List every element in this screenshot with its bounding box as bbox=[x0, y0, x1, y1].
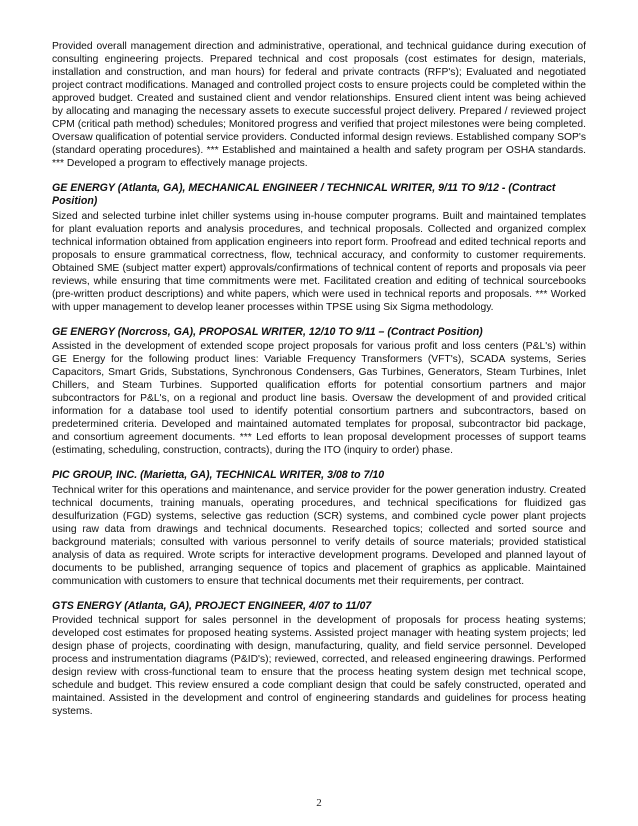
resume-page bbox=[52, 40, 586, 718]
position-heading: GE ENERGY (Atlanta, GA), MECHANICAL ENGINEER / TECHNICAL WRITER, 9/11 TO 9/12 - (Contract Position) bbox=[52, 182, 556, 208]
position-heading: GTS ENERGY (Atlanta, GA), PROJECT ENGINEER, 4/07 to 11/07 bbox=[52, 599, 372, 612]
position-heading: GE ENERGY (Norcross, GA), PROPOSAL WRITER, 12/10 TO 9/11 – (Contract Position) bbox=[52, 325, 483, 338]
position-description: Provided technical support for sales personnel in the development of proposals for process heating systems; developed cost estimates for proposed heating systems. Assisted project manager with heating system projects; led design phase of projects, coordinating with design, manufacturing, quality, and field service personnel. Developed process and instrumentation diagrams (P&ID's); reviewed, corrected, and released engineering drawings. Performed design review with cross-functional team to ensure that the process heating system design met technical scope, schedule and budget. This review ensured a code compliant design that could be safely constructed, operated and maintained. Assisted in the development and control of engineering standards and guidelines for process heating systems. bbox=[52, 615, 586, 718]
position-heading: PIC GROUP, INC. (Marietta, GA), TECHNICAL WRITER, 3/08 to 7/10 bbox=[52, 469, 385, 482]
page-number: 2 bbox=[316, 797, 322, 809]
position-description: Assisted in the development of extended scope project proposals for various profit and loss centers (P&L's) within GE Energy for the following product lines: Variable Frequency Transformers (VFT's), SCADA systems, Series Capacitors, Smart Grids, Substations, Synchronous Condensers, Gas Turbines, Generators, Steam Turbines, Inlet Chillers, and Steam Turbines. Supported qualification efforts for potential consortium partners and major subcontractors for P&L's, on a regional and product line basis. Oversaw the development of and provided critical information for a database tool used to identify potential consortium partners and subcontractors, based on predetermined criteria. Developed and maintained automated templates for proposal, subcontractor bid package, and consortium agreement documents. *** Led efforts to lean proposal development processes of support teams (estimating, scheduling, construction, contracts), during the ITO (inquiry to order) phase. bbox=[52, 341, 586, 457]
intro-paragraph: Provided overall management direction and administrative, operational, and technical guidance during execution of consulting engineering projects. Prepared technical and cost proposals (cost estimates for design, materials, installation and construction, and man hours) for federal and private contracts (RFP's); Evaluated and negotiated project contract modifications. Managed and controlled project costs to ensure projects could be completed within the approved budget. Created and sustained client and vendor relationships. Ensured client intent was being achieved by allocating and managing the necessary assets to execute successful project delivery. Prepared / reviewed project CPM (critical path method) schedules; Monitored progress and verified that project milestones were being completed. Oversaw qualification of potential service providers. Conducted informal design reviews. Established company SOP's (standard operating procedures). *** Established and maintained a health and safety program per OSHA standards. *** Developed a program to effectively manage projects. bbox=[52, 41, 586, 169]
position-description: Sized and selected turbine inlet chiller systems using in-house computer programs. Built and maintained templates for plant evaluation reports and analysis procedures, and technical proposals. Collected and organized complex technical information obtained from application engineers into report form. Proofread and edited technical reports and proposals to ensure grammatical correctness, flow, technical accuracy, and conformity to customer requirements. Obtained SME (subject matter expert) approvals/confirmations of technical content of reports and proposals via peer reviews, while ensuring that time commitments were met. Facilitated creation and editing of technical sourcebooks (pre-written product descriptions) and white papers, which were used in technical reports and proposals. *** Worked with upper management to develop leaner processes within TPSE using Six Sigma methodology. bbox=[52, 210, 586, 313]
position-description: Technical writer for this operations and maintenance, and service provider for the power generation industry. Created technical documents, training manuals, operating procedures, and technical specifications for fluidized gas desulfurization (FGD) systems, selective gas reduction (SCR) systems, and combined cycle power plant projects using raw data from drawings and technical documents. Researched topics; collected and sorted source and background materials; consulted with various personnel to verify details of source materials; provided statistical analysis of data as required. Wrote scripts for interactive development programs. Developed and planned layout of documents to be published, arranging sequence of topics and placement of graphics as applicable. Maintained communication with customers to ensure that technical documents met their requirements, per contract. bbox=[52, 484, 586, 587]
